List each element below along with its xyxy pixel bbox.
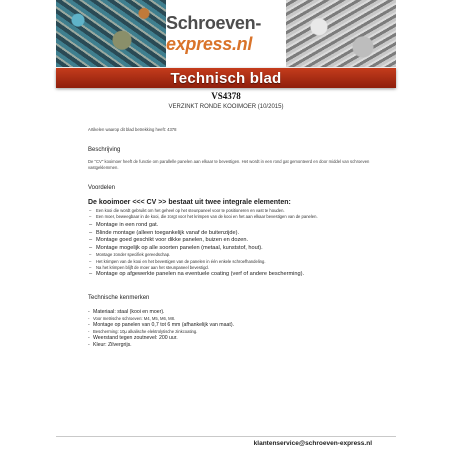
list-item: - Bescherming: 10µ alkalische elektrolytische zinkcoating. xyxy=(88,329,373,335)
kenmerken-list xyxy=(88,309,373,349)
footer-email: klantenservice@schroeven-express.nl xyxy=(253,440,372,447)
list-item: – Montage mogelijk op alle soorten panelen (metaal, kunststof, hout). xyxy=(88,245,373,253)
voordelen-list-elements xyxy=(88,208,373,220)
list-item: – Na het krimpen blijft de moer aan het steunpaneel bevestigd. xyxy=(88,265,373,271)
content xyxy=(88,127,373,349)
title-bar xyxy=(56,68,396,88)
list-item: - Voor metrische schroeven: M4, M5, M6, M8. xyxy=(88,316,373,322)
voordelen-list-benefits xyxy=(88,222,373,278)
list-item: – Een kooi die wordt gebruikt om het geheel op het steunpaneel voor te positioneren en vast te houden. xyxy=(88,208,373,214)
list-item: – Montage in een rond gat. xyxy=(88,222,373,230)
list-item: - Kleur: Zilvergrijs. xyxy=(88,342,373,349)
beschrijving-heading: Beschrijving xyxy=(88,147,121,153)
product-code: VS4378 xyxy=(211,91,241,101)
page-title: Technisch blad xyxy=(170,69,282,87)
list-item: - Weerstand tegen zoutnevel: 200 uur. xyxy=(88,335,373,342)
footer-divider xyxy=(56,436,396,437)
logo-accent-text: express.nl xyxy=(166,33,253,54)
kenmerken-heading: Technische kenmerken xyxy=(88,294,150,301)
list-item: – Blinde montage (alleen toegankelijk vanaf de buitenzijde). xyxy=(88,230,373,238)
voordelen-intro: De kooimoer <<< CV >> bestaat uit twee integrale elementen: xyxy=(88,199,291,206)
list-item: – Een moer, beweegbaar in de kooi, die zorgt voor het krimpen van de kooi en het aan elkaar bevestigen van de panelen. xyxy=(88,214,373,220)
list-item: – Montage op afgewerkte panelen na eventuele coating (verf of andere bescherming). xyxy=(88,271,373,279)
logo-main-text: Schroeven- xyxy=(166,12,262,33)
list-item: - Montage op panelen van 0,7 tot 6 mm (afhankelijk van maat). xyxy=(88,322,373,329)
list-item: – Montage goed geschikt voor dikke panelen, buizen en dozen. xyxy=(88,237,373,245)
header-banner xyxy=(56,0,396,67)
list-item: - Materiaal: staal (kooi en moer). xyxy=(88,309,373,316)
list-item: – Montage zonder specifiek gereedschap. xyxy=(88,252,373,258)
logo xyxy=(166,0,286,67)
beschrijving-text: De "CV" kooimoer heeft de functie om parallelle panelen aan elkaar te bevestigen. Het wordt in een rond gat gemonteerd en door middel van schroeven vastgeklemmen. xyxy=(88,159,370,170)
product-subtitle: VERZINKT RONDE KOOIMOER (10/2015) xyxy=(168,104,284,110)
tools-photo xyxy=(56,0,166,67)
screws-photo xyxy=(286,0,396,67)
voordelen-heading: Voordelen xyxy=(88,185,116,191)
list-item: – Het krimpen van de kooi en het bevestigen van de panelen in één enkele schroefhandeling. xyxy=(88,259,373,265)
intro-text: Artikelen waarop dit blad betrekking heeft: 4378 xyxy=(88,127,177,132)
